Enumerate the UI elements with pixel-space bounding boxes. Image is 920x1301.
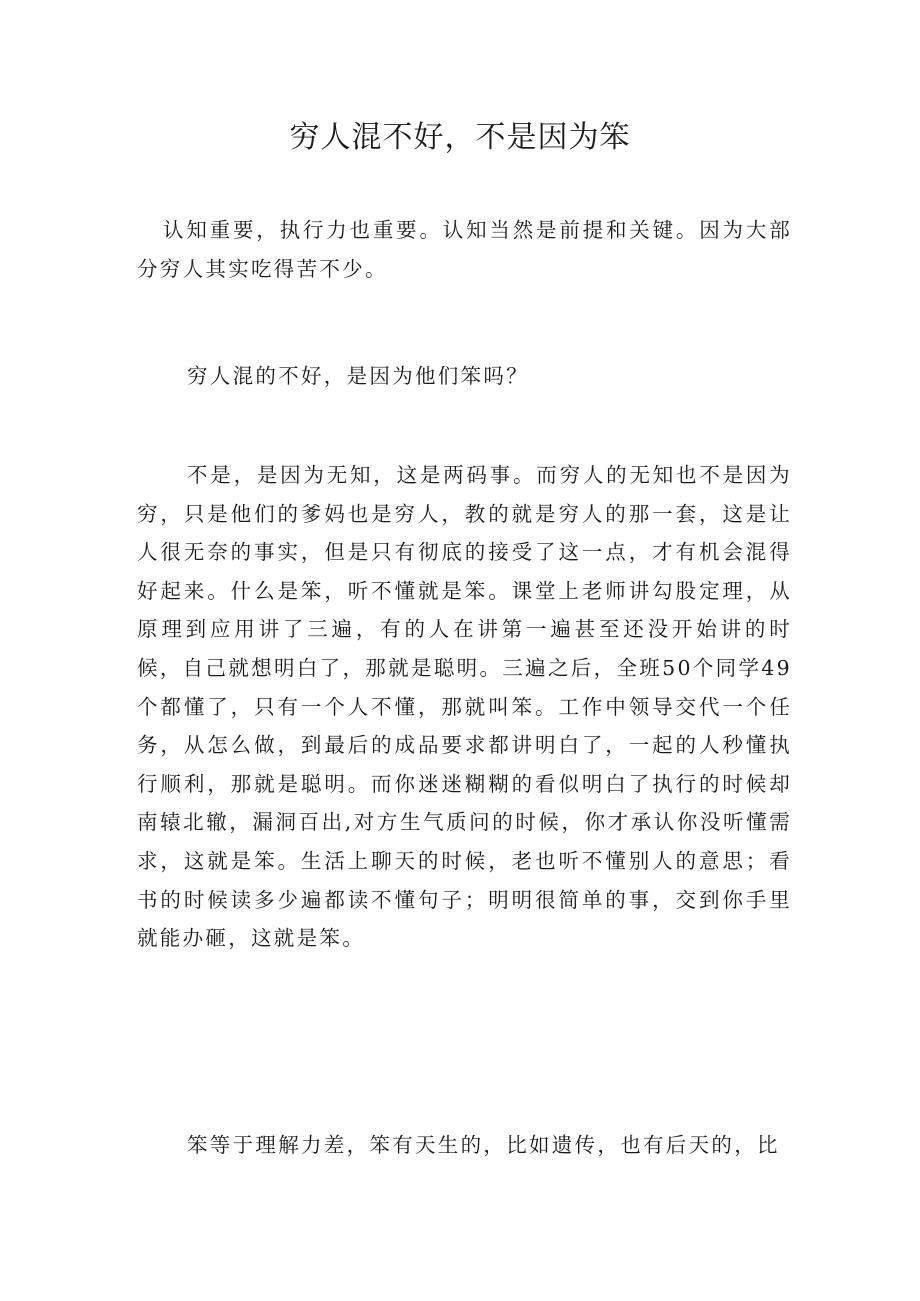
paragraph-intro: 认知重要，执行力也重要。认知当然是前提和关键。因为大部分穷人其实吃得苦不少。 <box>137 218 792 281</box>
paragraph-continued: 笨等于理解力差，笨有天生的，比如遗传，也有后天的，比 <box>187 1133 780 1157</box>
paragraph-answer: 不是，是因为无知，这是两码事。而穷人的无知也不是因为穷，只是他们的爹妈也是穷人，教的就是穷人的那一套，这是让人很无奈的事实，但是只有彻底的接受了这一点，才有机会混得好起来。什么是笨，听不懂就是笨。课堂上老师讲勾股定理，从原理到应用讲了三遍，有的人在讲第一遍甚至还没开始讲的时候，自己就想明白了，那就是聪明。三遍之后，全班50个同学49个都懂了，只有一个人不懂，那就叫笨。工作中领导交代一个任务，从怎么做，到最后的成品要求都讲明白了，一起的人秒懂执行顺利，那就是聪明。而你迷迷糊糊的看似明白了执行的时候却南辕北辙，漏洞百出,对方生气质问的时候，你才承认你没听懂需求，这就是笨。生活上聊天的时候，老也听不懂别人的意思；看书的时候读多少遍都读不懂句子；明明很简单的事，交到你手里就能办砸，这就是笨。 <box>137 463 792 951</box>
paragraph-question: 穷人混的不好，是因为他们笨吗？ <box>187 364 529 388</box>
document-title: 穷人混不好，不是因为笨 <box>289 120 631 155</box>
